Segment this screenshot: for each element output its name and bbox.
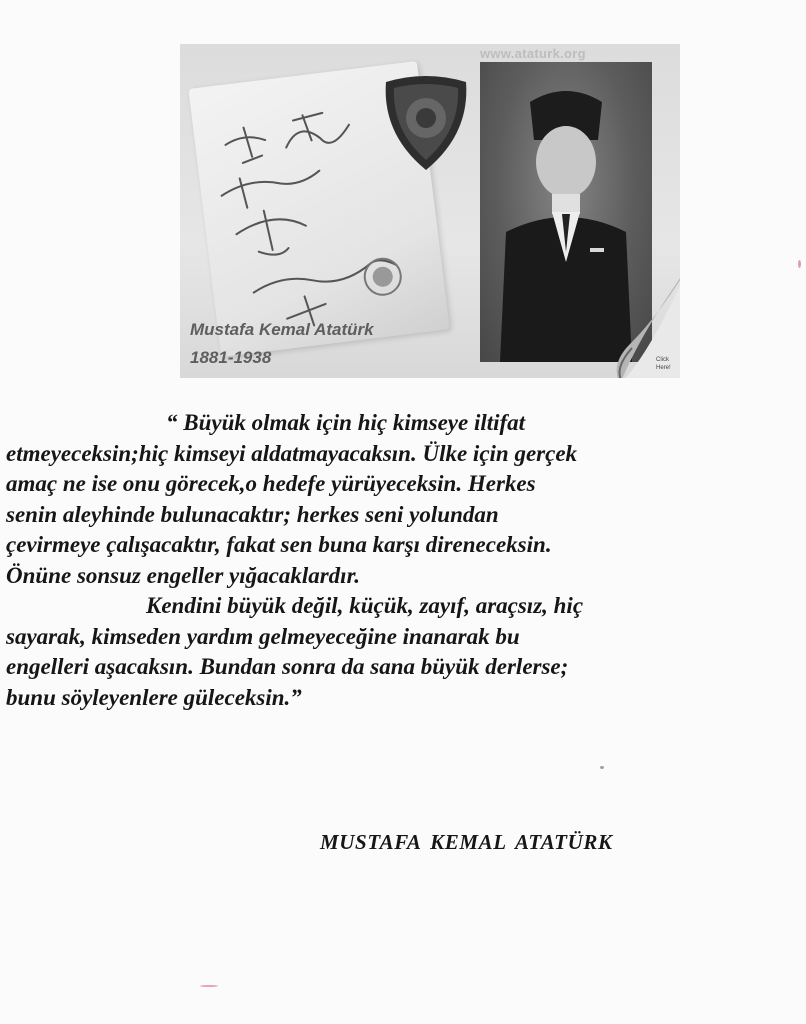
banner-url: www.ataturk.org <box>480 46 586 61</box>
quote-line: senin aleyhinde bulunacaktır; herkes seni yolundan <box>6 501 499 527</box>
quote-line: sayarak, kimseden yardım gelmeyeceğine inanarak bu <box>6 623 520 649</box>
banner-corner-note: Click Here! <box>656 357 671 371</box>
quote-line: amaç ne ise onu görecek,o hedefe yürüyeceksin. Herkes <box>6 471 536 496</box>
scan-speck <box>200 985 218 987</box>
quote-line: engelleri aşacaksın. Bundan sonra da sana büyük derlerse; <box>6 654 569 679</box>
scan-speck <box>600 766 604 769</box>
quote-line: “ Büyük olmak için hiç kimseye iltifat <box>166 410 526 435</box>
banner-years: 1881-1938 <box>190 348 272 367</box>
quote-line: bunu söyleyenlere güleceksin.” <box>6 684 302 710</box>
quote-line: Önüne sonsuz engeller yığacaklardır. <box>6 562 360 588</box>
shield-emblem-icon <box>380 74 472 174</box>
quote-line: etmeyeceksin;hiç kimseyi aldatmayacaksın. Ülke için gerçek <box>6 440 578 466</box>
scan-speck <box>798 260 801 268</box>
quote-line: Kendini büyük değil, küçük, zayıf, araçsız, hiç <box>146 593 584 618</box>
quote-line: çevirmeye çalışacaktır, fakat sen buna karşı direneceksin. <box>6 532 552 557</box>
banner-name: Mustafa Kemal Atatürk <box>190 320 374 339</box>
author-signature: MUSTAFA KEMAL ATATÜRK <box>320 830 613 854</box>
header-banner-image <box>180 44 680 378</box>
quote-text <box>6 408 796 713</box>
